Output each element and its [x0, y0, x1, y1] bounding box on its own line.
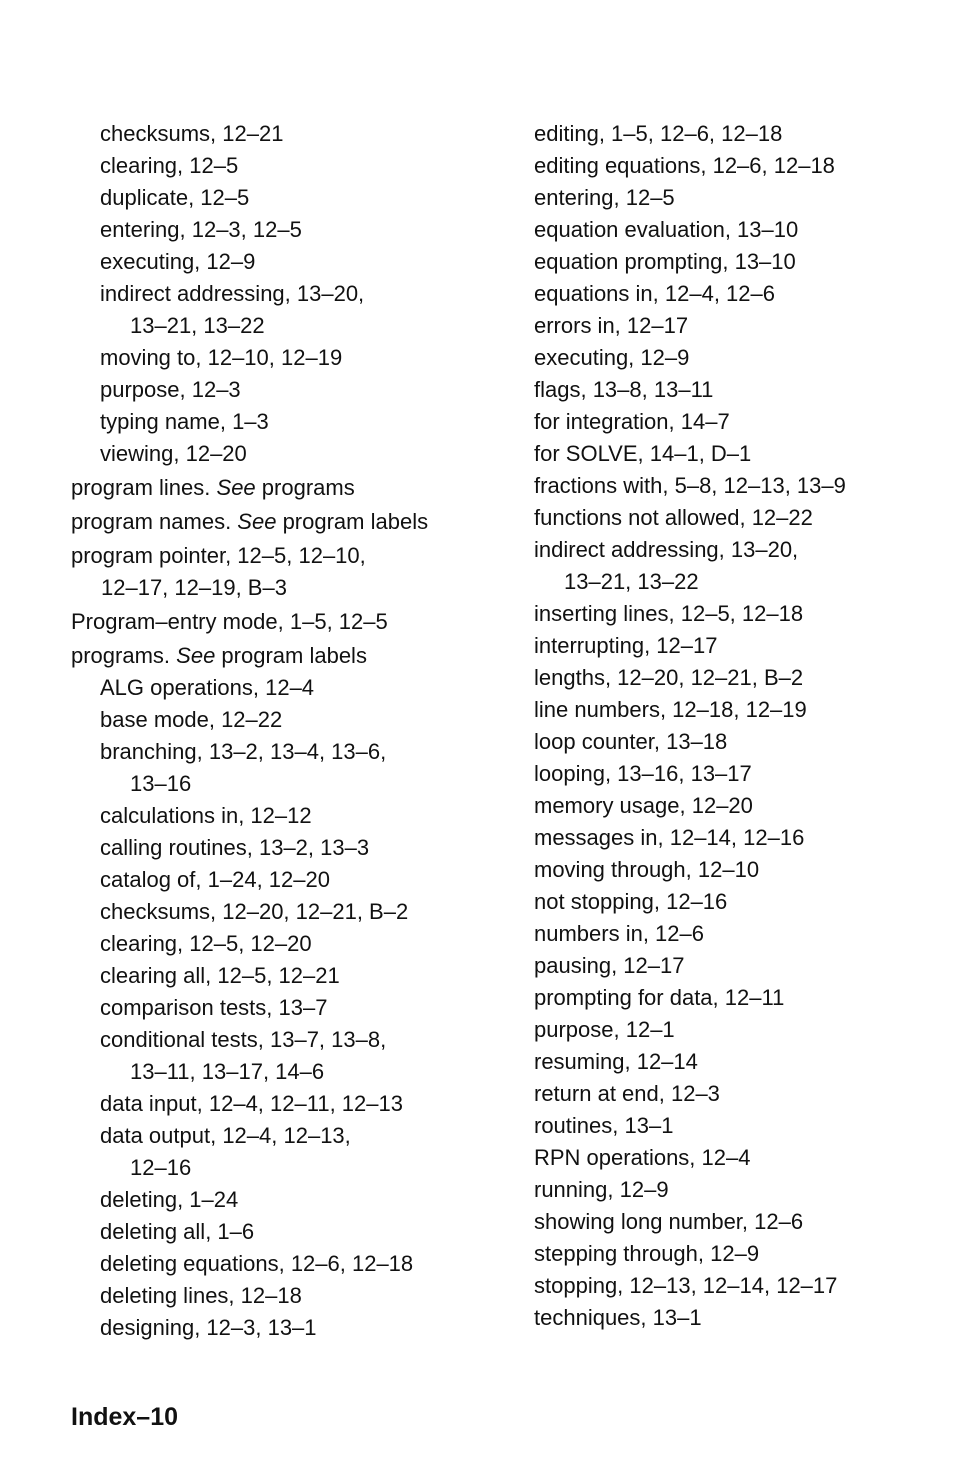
index-sub-entry: resuming, 12–14 — [534, 1049, 698, 1074]
index-sub-entry: line numbers, 12–18, 12–19 — [534, 697, 807, 722]
index-main-entry — [71, 506, 501, 538]
entry-text: branching, 13–2, 13–4, 13–6, — [100, 739, 387, 764]
index-sub-entry — [71, 960, 501, 992]
index-sub-entry: entering, 12–5 — [534, 185, 675, 210]
entry-text: entering, 12–3, 12–5 — [100, 217, 302, 242]
index-sub-entry — [71, 374, 501, 406]
entry-text: deleting, 1–24 — [100, 1187, 239, 1212]
index-sub-entry — [71, 864, 501, 896]
entry-text: deleting all, 1–6 — [100, 1219, 255, 1244]
index-sub-entry: stepping through, 12–9 — [534, 1241, 760, 1266]
index-sub-entry: loop counter, 13–18 — [534, 729, 728, 754]
see-reference-label: See — [176, 643, 216, 668]
index-sub-entry: executing, 12–9 — [534, 345, 690, 370]
entry-text: designing, 12–3, 13–1 — [100, 1315, 317, 1340]
entry-text: calling routines, 13–2, 13–3 — [100, 835, 370, 860]
index-main-entry — [71, 540, 501, 572]
index-main-entry — [71, 606, 501, 638]
index-sub-entry — [71, 1056, 501, 1088]
index-sub-entry — [71, 1216, 501, 1248]
index-sub-entry — [71, 896, 501, 928]
index-sub-entry: flags, 13–8, 13–11 — [534, 377, 714, 402]
index-sub-entry: lengths, 12–20, 12–21, B–2 — [534, 665, 804, 690]
entry-text: checksums, 12–20, 12–21, B–2 — [100, 899, 409, 924]
entry-text: viewing, 12–20 — [100, 441, 247, 466]
index-sub-entry — [71, 768, 501, 800]
index-sub-entry: looping, 13–16, 13–17 — [534, 761, 752, 786]
entry-text: duplicate, 12–5 — [100, 185, 250, 210]
index-sub-entry — [71, 182, 501, 214]
index-sub-entry — [71, 672, 501, 704]
entry-text: comparison tests, 13–7 — [100, 995, 328, 1020]
index-sub-entry: indirect addressing, 13–20, — [534, 537, 799, 562]
index-sub-entry — [71, 1088, 501, 1120]
entry-text: 13–16 — [130, 771, 192, 796]
entry-text: clearing all, 12–5, 12–21 — [100, 963, 340, 988]
index-main-entry — [71, 472, 501, 504]
index-sub-entry — [71, 1184, 501, 1216]
entry-text: catalog of, 1–24, 12–20 — [100, 867, 330, 892]
index-sub-entry — [71, 1120, 501, 1152]
index-sub-entry — [71, 832, 501, 864]
entry-text: typing name, 1–3 — [100, 409, 269, 434]
index-sub-entry: not stopping, 12–16 — [534, 889, 728, 914]
index-sub-entry — [71, 800, 501, 832]
index-main-entry — [71, 572, 501, 604]
index-sub-entry — [71, 310, 501, 342]
entry-text: data output, 12–4, 12–13, — [100, 1123, 351, 1148]
index-sub-entry — [71, 342, 501, 374]
index-sub-entry — [71, 704, 501, 736]
index-sub-entry — [71, 1248, 501, 1280]
entry-text: data input, 12–4, 12–11, 12–13 — [100, 1091, 403, 1116]
index-column-left — [71, 118, 501, 1344]
see-reference-target: program labels — [215, 643, 367, 668]
index-sub-entry: purpose, 12–1 — [534, 1017, 675, 1042]
index-sub-entry: interrupting, 12–17 — [534, 633, 718, 658]
index-sub-entry: techniques, 13–1 — [534, 1305, 702, 1330]
index-sub-entry: prompting for data, 12–11 — [534, 985, 785, 1010]
index-sub-entry: routines, 13–1 — [534, 1113, 674, 1138]
index-sub-entry — [71, 928, 501, 960]
index-sub-entry — [71, 438, 501, 470]
entry-text: deleting lines, 12–18 — [100, 1283, 302, 1308]
index-sub-entry: return at end, 12–3 — [534, 1081, 720, 1106]
entry-text: conditional tests, 13–7, 13–8, — [100, 1027, 387, 1052]
index-sub-entry: stopping, 12–13, 12–14, 12–17 — [534, 1273, 838, 1298]
index-sub-entry: pausing, 12–17 — [534, 953, 685, 978]
index-sub-entry: editing equations, 12–6, 12–18 — [534, 153, 835, 178]
index-sub-entry: showing long number, 12–6 — [534, 1209, 804, 1234]
index-main-entry — [71, 640, 501, 672]
see-reference-label: See — [237, 509, 277, 534]
entry-text: executing, 12–9 — [100, 249, 256, 274]
index-sub-entry — [71, 736, 501, 768]
index-sub-entry — [71, 1280, 501, 1312]
entry-text: program lines. — [71, 475, 217, 500]
entry-text: 13–21, 13–22 — [130, 313, 265, 338]
entry-text: 12–17, 12–19, B–3 — [101, 575, 287, 600]
index-column-right — [534, 118, 934, 1334]
index-sub-entry — [71, 278, 501, 310]
index-sub-entry: equation evaluation, 13–10 — [534, 217, 799, 242]
index-sub-entry: equations in, 12–4, 12–6 — [534, 281, 775, 306]
entry-text: moving to, 12–10, 12–19 — [100, 345, 343, 370]
index-sub-entry — [71, 406, 501, 438]
index-sub-entry: running, 12–9 — [534, 1177, 669, 1202]
index-sub-entry: editing, 1–5, 12–6, 12–18 — [534, 121, 783, 146]
index-sub-entry — [71, 214, 501, 246]
index-sub-entry: functions not allowed, 12–22 — [534, 505, 813, 530]
entry-text: clearing, 12–5, 12–20 — [100, 931, 312, 956]
index-sub-entry: messages in, 12–14, 12–16 — [534, 825, 805, 850]
entry-text: purpose, 12–3 — [100, 377, 241, 402]
index-sub-entry — [71, 150, 501, 182]
entry-text: base mode, 12–22 — [100, 707, 283, 732]
entry-text: deleting equations, 12–6, 12–18 — [100, 1251, 414, 1276]
index-sub-entry: for SOLVE, 14–1, D–1 — [534, 441, 752, 466]
index-sub-entry: 13–21, 13–22 — [564, 569, 699, 594]
index-sub-entry — [71, 246, 501, 278]
entry-text: ALG operations, 12–4 — [100, 675, 315, 700]
see-reference-target: programs — [255, 475, 355, 500]
index-sub-entry: memory usage, 12–20 — [534, 793, 753, 818]
entry-text: 13–11, 13–17, 14–6 — [130, 1059, 325, 1084]
see-reference-target: program labels — [276, 509, 429, 534]
see-reference-label: See — [216, 475, 256, 500]
index-sub-entry: equation prompting, 13–10 — [534, 249, 796, 274]
page-number: Index–10 — [71, 1403, 179, 1431]
entry-text: indirect addressing, 13–20, — [100, 281, 365, 306]
entry-text: clearing, 12–5 — [100, 153, 239, 178]
index-sub-entry: inserting lines, 12–5, 12–18 — [534, 601, 804, 626]
index-sub-entry — [71, 1152, 501, 1184]
index-sub-entry — [71, 118, 501, 150]
index-sub-entry: numbers in, 12–6 — [534, 921, 704, 946]
index-sub-entry: moving through, 12–10 — [534, 857, 760, 882]
entry-text: calculations in, 12–12 — [100, 803, 312, 828]
index-sub-entry: fractions with, 5–8, 12–13, 13–9 — [534, 473, 846, 498]
index-sub-entry: for integration, 14–7 — [534, 409, 730, 434]
index-sub-entry — [71, 992, 501, 1024]
entry-text: program names. — [71, 509, 238, 534]
entry-text: program pointer, 12–5, 12–10, — [71, 543, 366, 568]
index-sub-entry: errors in, 12–17 — [534, 313, 689, 338]
entry-text: 12–16 — [130, 1155, 192, 1180]
entry-text: Program–entry mode, 1–5, 12–5 — [71, 609, 388, 634]
index-sub-entry: RPN operations, 12–4 — [534, 1145, 751, 1170]
entry-text: checksums, 12–21 — [100, 121, 284, 146]
index-sub-entry — [71, 1024, 501, 1056]
entry-text: programs. — [71, 643, 177, 668]
index-sub-entry — [71, 1312, 501, 1344]
